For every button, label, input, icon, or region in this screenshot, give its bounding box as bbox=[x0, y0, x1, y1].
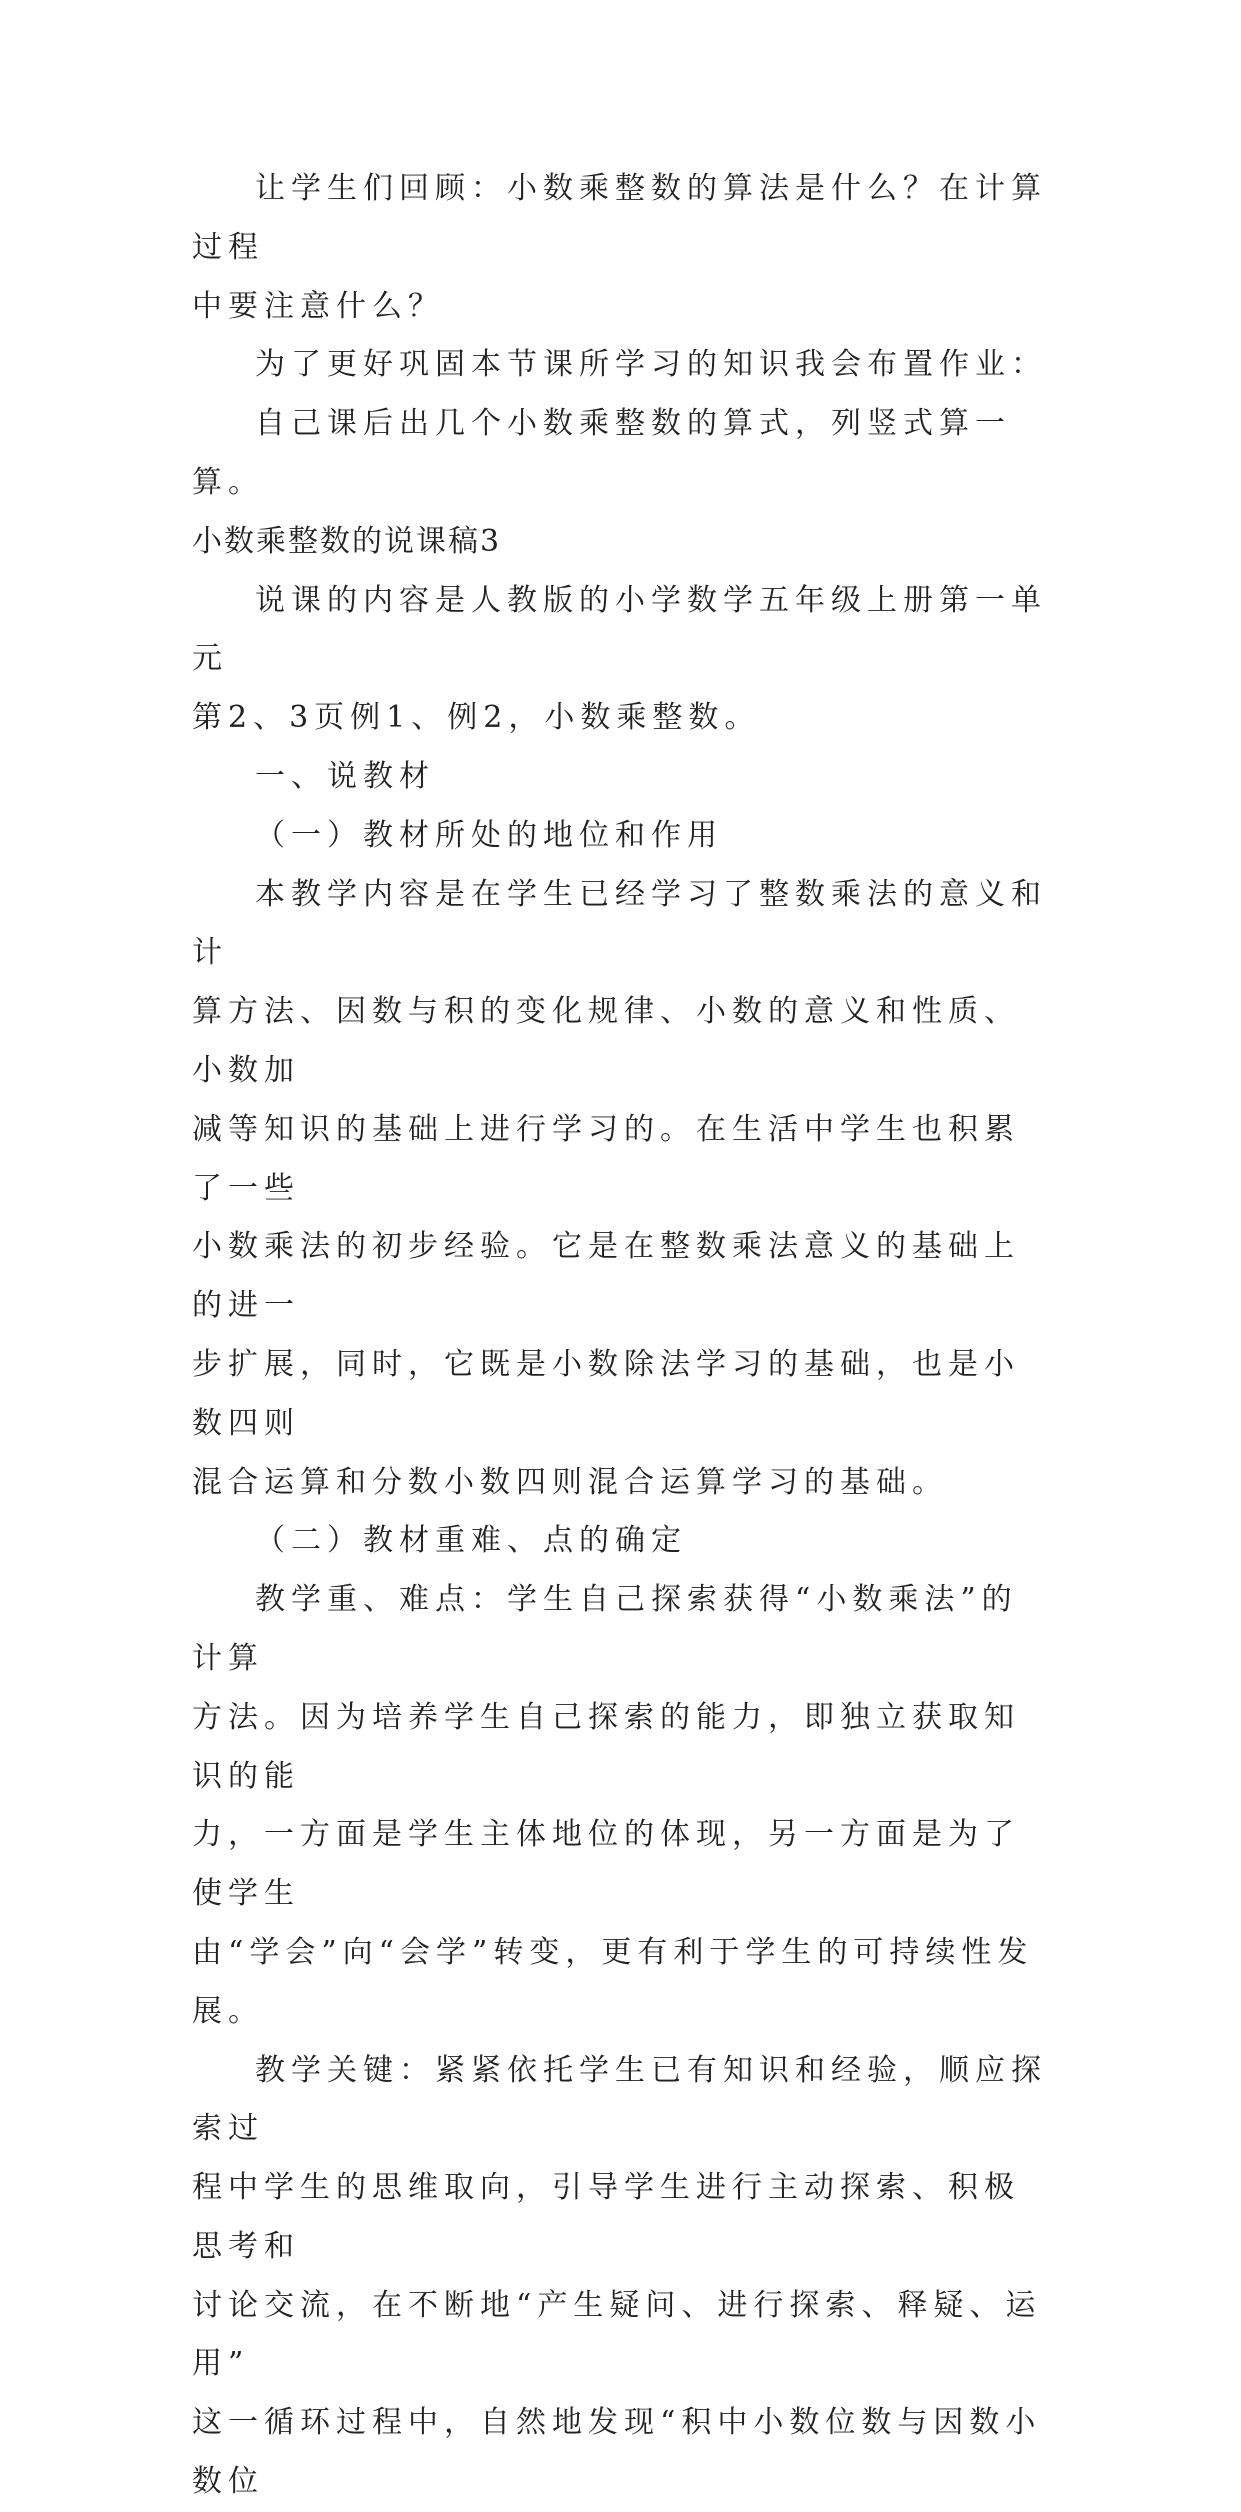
paragraph-textbook-position: 本教学内容是在学生已经学习了整数乘法的意义和计 算方法、因数与积的变化规律、小数的意义和性质、小数加 减等知识的基础上进行学习的。在生活中学生也积累了一些 小数乘法的初步经验。它是在整数乘法意义的基础上的进一 步扩展，同时，它既是小数除法学习的基础，也是小数四则 混合运算和分数小数四则混合运算学习的基础。 bbox=[192, 876, 1047, 1500]
paragraph-key-difficult-points: 教学重、难点：学生自己探索获得“小数乘法”的计算 方法。因为培养学生自己探索的能力，即独立获取知识的能 力，一方面是学生主体地位的体现，另一方面是为了使学生 由“学会”向“会学”转变，更有利于学生的可持续性发展。 bbox=[192, 1582, 1034, 2029]
paragraph-homework-intro: 为了更好巩固本节课所学习的知识我会布置作业： bbox=[255, 347, 1047, 383]
document-body bbox=[192, 160, 1052, 2512]
subheading-key-points: （二）教材重难、点的确定 bbox=[255, 1523, 687, 1559]
subheading-textbook: 一、说教材 bbox=[255, 758, 435, 794]
subheading-position-role: （一）教材所处的地位和作用 bbox=[255, 817, 723, 853]
paragraph-lesson-content: 说课的内容是人教版的小学数学五年级上册第一单元 第2、3页例1、例2，小数乘整数。 bbox=[192, 582, 1047, 736]
section-heading: 小数乘整数的说课稿3 bbox=[192, 523, 502, 559]
paragraph-homework-task: 自己课后出几个小数乘整数的算式，列竖式算一算。 bbox=[192, 406, 1011, 500]
paragraph-review-question: 让学生们回顾：小数乘整数的算法是什么？在计算过程 中要注意什么？ bbox=[192, 171, 1047, 324]
paragraph-teaching-key: 教学关键：紧紧依托学生已有知识和经验，顺应探索过 程中学生的思维取向，引导学生进行主动探索、积极思考和 讨论交流，在不断地“产生疑问、进行探索、释疑、运用” 这一循环过程中，自然地发现“积中小数位数与因数小数位 bbox=[192, 2052, 1047, 2500]
